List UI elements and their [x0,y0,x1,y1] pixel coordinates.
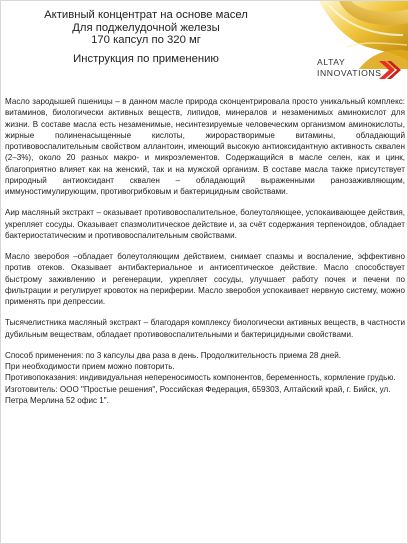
red-chevron-icon [375,59,403,81]
usage-instructions: Способ применения: по 3 капсулы два раза в день. Продолжительность приема 28 дней. [5,350,342,360]
paragraph-st-johns-wort-oil: Масло зверобоя –обладает болеутоляющим действием, снимает спазмы и воспаление, эффективно против отеков. Оказывает антибактериальное и антисептическое действие. Масло способствует быстрому заживлению и регенерации, укрепляет сосуды, улучшает работу почек и печени по фильтрации и регулирует кровоток на периферии. Масло зверобоя успокаивает нервную систему, можно применять при депрессии. [5,252,405,306]
brand-logo-text [317,57,382,79]
product-title: Активный концентрат на основе масел [44,9,248,21]
brand-name-line1: ALTAY [317,57,346,67]
paragraph-calamus-extract: Аир масляный экстракт – оказывает противовоспалительное, болеутоляющее, успокаивающее действия, укрепляет сосуды. Оказывает спазмолитическое действие и, за счёт содержания терпеноидов, обладает бактериостатическим и противовоспалительным свойствами. [5,208,405,240]
instruction-body [5,96,405,406]
header [1,1,408,91]
manufacturer: Изготовитель: ООО "Простые решения", Российская Федерация, 659303, Алтайский край, г. Бийск, ул. Петра Мерлина 52 офис 1". [5,384,391,405]
paragraph-yarrow-extract: Тысячелистника масляный экстракт – благодаря комплексу биологически активных веществ, в частности дубильным веществам, обладает противовоспалительными и бактерицидными свойствами. [5,318,405,339]
brand-logo [317,57,407,87]
header-title-block [1,9,291,65]
product-purpose: Для поджелудочной железы [72,21,220,34]
paragraph-wheat-germ-oil: Масло зародышей пшеницы – в данном масле природа сконцентрировала просто уникальный комплекс: витаминов, биологически активных веществ, липидов, минералов и незаменимых аминокислот для жизни. В составе масла есть незаменимые, несинтезируемые человеческим организмом аминокислоты, жирные полиненасыщенные кислоты, жирорастворимые витамины, обладающий противовоспалительным свойством аллантоин, имеющий высокую антиоксидантную активность сквален (2–3%), около 20 разных макро- и микроэлементов. Содержащийся в масле селен, как и цинк, благоприятно влияет как на женский, так и на мужской организм. В составе масла также присутствует природный антиоксидант сквален – обладающий выраженными ранозаживляющим, иммуностимулирующим, противогрибковым и бактерицидным свойствами. [5,97,405,196]
instruction-title: Инструкция по применению [73,52,219,65]
product-quantity: 170 капсул по 320 мг [91,34,201,47]
contraindications: Противопоказания: индивидуальная непереносимость компонентов, беременность, кормление грудью. [5,373,396,383]
repeat-note: При необходимости прием можно повторить. [5,362,175,371]
brand-name-line2: INNOVATIONS [317,68,382,78]
